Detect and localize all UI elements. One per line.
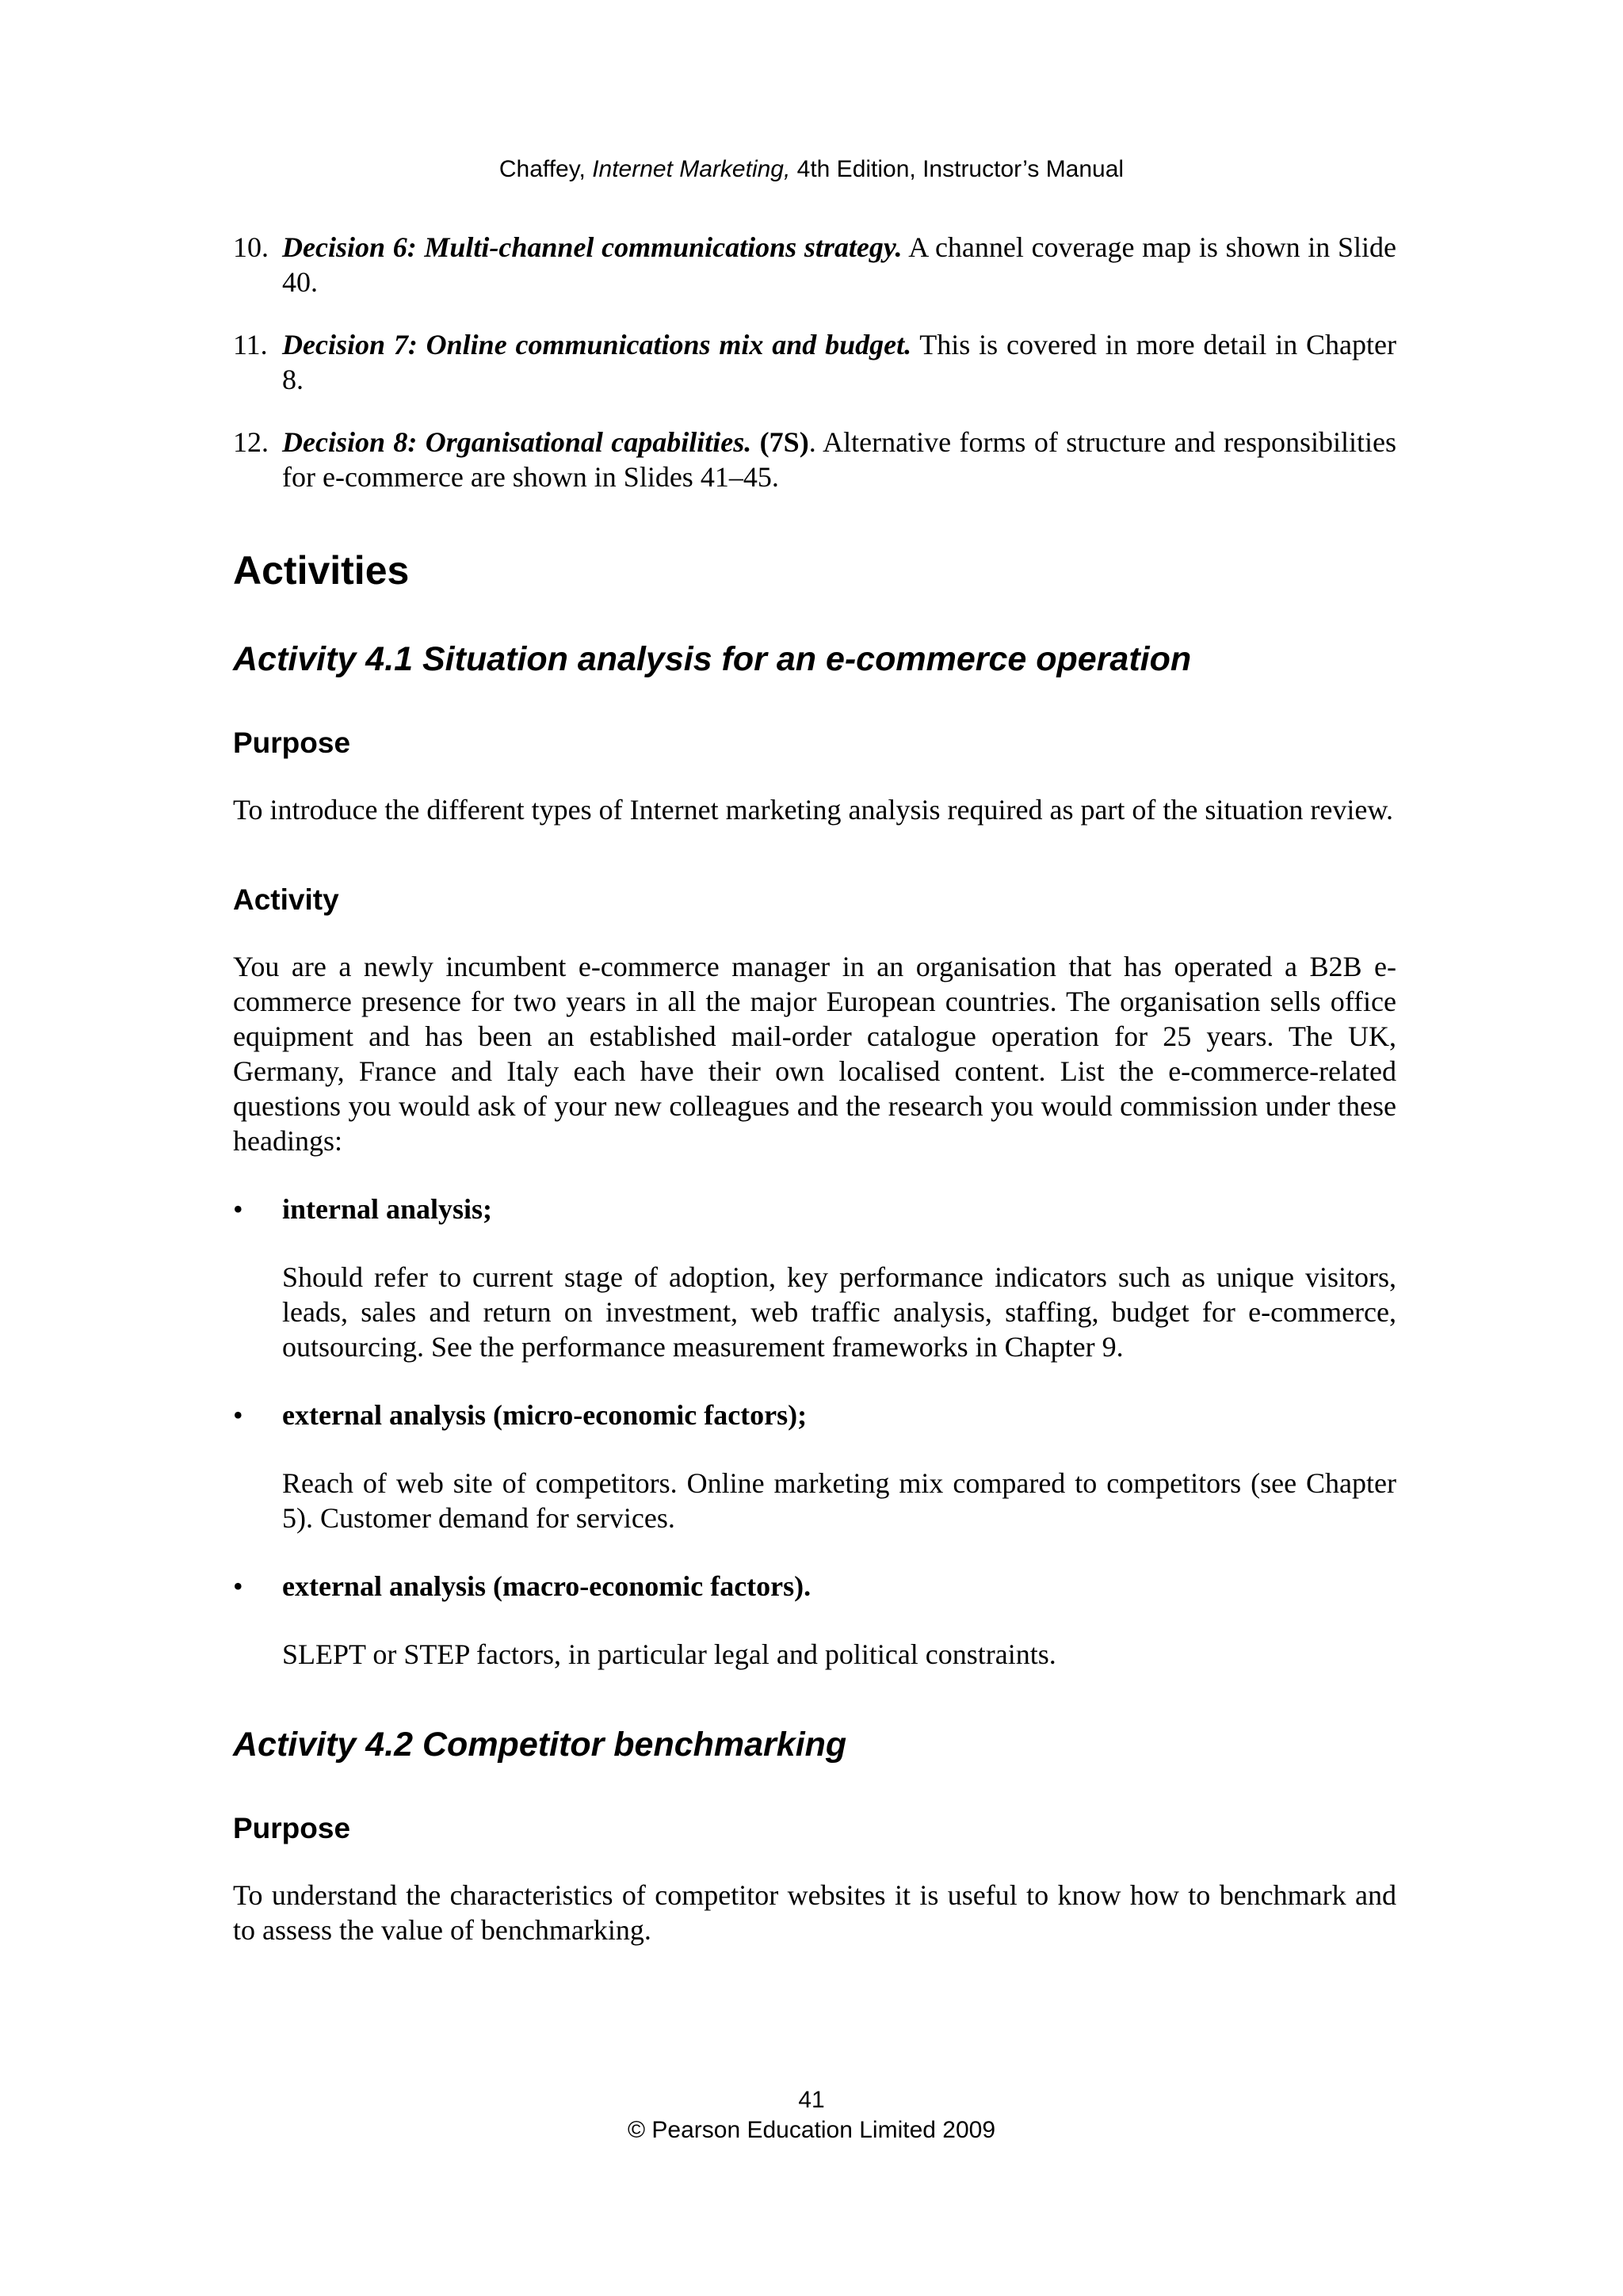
activity-4-2-purpose-heading: Purpose <box>233 1812 351 1844</box>
numbered-item-11 <box>233 327 1396 397</box>
item-text: A channel coverage map is shown in Slide 40. <box>282 231 1396 298</box>
numbered-item-10 <box>233 230 1396 299</box>
bullet-micro-economic <box>233 1398 1396 1432</box>
bullet-macro-economic-body: SLEPT or STEP factors, in particular legal and political constraints. <box>282 1638 1056 1670</box>
item-title: Decision 7: Online communications mix and budget. <box>282 329 912 360</box>
page-number: 41 <box>798 2087 825 2113</box>
activity-4-1-activity-heading: Activity <box>233 883 339 916</box>
bullet-heading: external analysis (micro-economic factors); <box>282 1399 808 1431</box>
bullet-heading: external analysis (macro-economic factors). <box>282 1570 812 1602</box>
bullet-heading: internal analysis; <box>282 1193 493 1225</box>
page-content <box>233 230 1396 1947</box>
activity-4-2-title: Activity 4.2 Competitor benchmarking <box>233 1726 847 1764</box>
item-number: 10. <box>233 231 269 263</box>
activity-4-1-title: Activity 4.1 Situation analysis for an e-commerce operation <box>233 640 1192 678</box>
activity-4-1-activity-text: You are a newly incumbent e-commerce manager in an organisation that has operated a B2B e-commerce presence for two years in all the major European countries. The organisation sells office equipment and has been an established mail-order catalogue operation for 25 years. The UK, Germany, France and Italy each have their own localised content. List the e-commerce-related questions you would ask of your new colleagues and the research you would commission under these headings: <box>233 951 1396 1157</box>
item-number: 11. <box>233 329 268 360</box>
activity-4-2-purpose-text: To understand the characteristics of competitor websites it is useful to know how to benchmark and to assess the value of benchmarking. <box>233 1879 1396 1946</box>
item-text: . Alternative forms of structure and responsibilities for e-commerce are shown in Slides 41–45. <box>282 426 1396 493</box>
item-text: This is covered in more detail in Chapter 8. <box>282 329 1396 395</box>
bullet-symbol: • <box>233 1193 243 1225</box>
item-number: 12. <box>233 426 269 458</box>
item-bold-extra: (7S) <box>751 426 809 458</box>
header-author: Chaffey, <box>498 156 593 182</box>
activity-4-1-purpose-heading: Purpose <box>233 727 351 759</box>
numbered-item-12 <box>233 425 1396 494</box>
item-title: Decision 8: Organisational capabilities. <box>282 426 752 458</box>
item-title: Decision 6: Multi-channel communications strategy. <box>282 231 903 263</box>
bullet-internal-analysis-body: Should refer to current stage of adoption, key performance indicators such as unique visitors, leads, sales and return on investment, web traffic analysis, staffing, budget for e-commerce, outsourcing. See the performance measurement frameworks in Chapter 9. <box>282 1261 1396 1363</box>
section-title-activities: Activities <box>233 548 410 593</box>
copyright: © Pearson Education Limited 2009 <box>627 2117 996 2143</box>
header-edition: 4th Edition, Instructor’s Manual <box>790 156 1125 182</box>
bullet-internal-analysis <box>233 1192 1396 1226</box>
bullet-macro-economic <box>233 1569 1396 1604</box>
bullet-symbol: • <box>233 1399 243 1431</box>
activity-4-1-purpose-text: To introduce the different types of Internet marketing analysis required as part of the situation review. <box>233 794 1393 826</box>
bullet-micro-economic-body: Reach of web site of competitors. Online marketing mix compared to competitors (see Chapter 5). Customer demand for services. <box>282 1467 1396 1534</box>
running-header <box>0 154 1623 185</box>
header-book-title: Internet Marketing, <box>592 156 791 182</box>
bullet-symbol: • <box>233 1570 243 1602</box>
